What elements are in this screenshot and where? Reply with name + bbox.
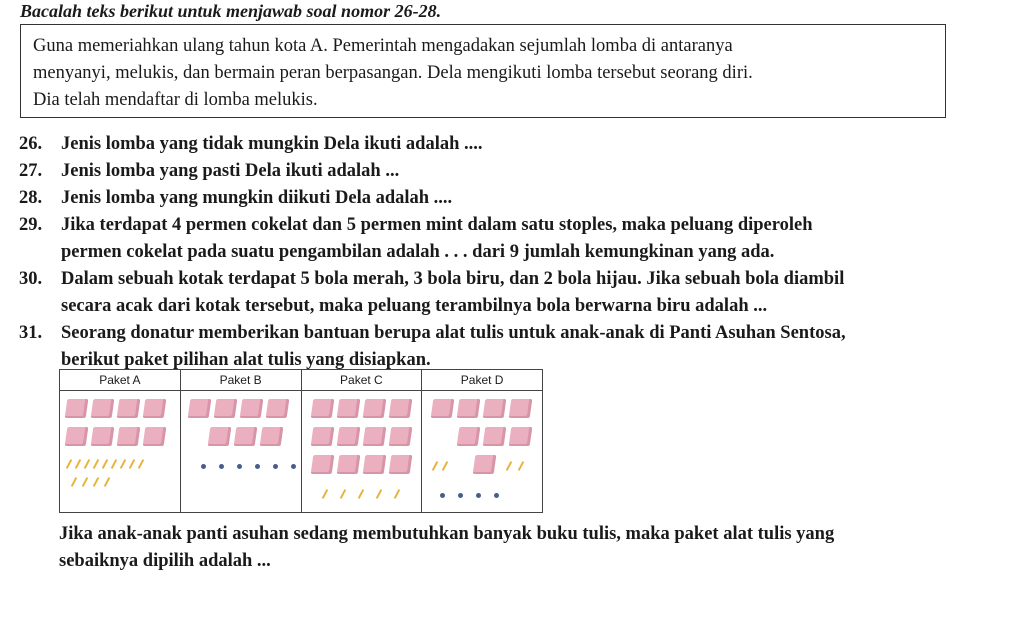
question-text-cont: secara acak dari kotak tersebut, maka peluang terambilnya bola berwarna biru adalah ... bbox=[61, 296, 768, 316]
pencil-icon bbox=[93, 477, 99, 487]
question-28 bbox=[19, 185, 452, 212]
paket-b-header: Paket B bbox=[180, 370, 301, 391]
notebook-icon bbox=[91, 427, 115, 446]
notebook-icon bbox=[213, 399, 237, 418]
notebook-icon bbox=[117, 427, 141, 446]
pencil-icon bbox=[506, 461, 512, 471]
notebook-icon bbox=[65, 427, 89, 446]
notebook-icon bbox=[143, 427, 167, 446]
notebook-icon bbox=[336, 399, 360, 418]
question-text: Seorang donatur memberikan bantuan berupa alat tulis untuk anak-anak di Panti Asuhan Sentosa, bbox=[61, 323, 846, 343]
question-30 bbox=[19, 266, 844, 320]
pencil-icon bbox=[104, 477, 110, 487]
followup-line: Jika anak-anak panti asuhan sedang membutuhkan banyak buku tulis, maka paket alat tulis yang bbox=[59, 524, 835, 544]
eraser-icon bbox=[458, 493, 463, 498]
notebook-icon bbox=[265, 399, 289, 418]
eraser-icon bbox=[440, 493, 445, 498]
pencil-icon bbox=[75, 459, 81, 469]
notebook-icon bbox=[509, 399, 533, 418]
paket-d-cell bbox=[422, 391, 543, 513]
question-26 bbox=[19, 131, 483, 158]
pencil-icon bbox=[66, 459, 72, 469]
notebook-icon bbox=[336, 455, 360, 474]
pencil-icon bbox=[375, 489, 381, 499]
eraser-icon bbox=[237, 464, 242, 469]
notebook-icon bbox=[143, 399, 167, 418]
notebook-icon bbox=[187, 399, 211, 418]
notebook-icon bbox=[431, 399, 455, 418]
eraser-icon bbox=[273, 464, 278, 469]
eraser-icon bbox=[494, 493, 499, 498]
pencil-icon bbox=[518, 461, 524, 471]
story-line: Dia telah mendaftar di lomba melukis. bbox=[33, 90, 318, 110]
eraser-icon bbox=[476, 493, 481, 498]
notebook-icon bbox=[483, 399, 507, 418]
pencil-icon bbox=[102, 459, 108, 469]
pencil-icon bbox=[393, 489, 399, 499]
pencil-icon bbox=[432, 461, 438, 471]
notebook-icon bbox=[233, 427, 257, 446]
notebook-icon bbox=[473, 455, 497, 474]
eraser-icon bbox=[255, 464, 260, 469]
pencil-icon bbox=[71, 477, 77, 487]
pencil-icon bbox=[120, 459, 126, 469]
eraser-icon bbox=[201, 464, 206, 469]
notebook-icon bbox=[117, 399, 141, 418]
question-number: 26. bbox=[19, 134, 43, 154]
notebook-icon bbox=[207, 427, 231, 446]
notebook-icon bbox=[362, 455, 386, 474]
question-number: 30. bbox=[19, 269, 43, 289]
notebook-icon bbox=[483, 427, 507, 446]
notebook-icon bbox=[457, 399, 481, 418]
pencil-icon bbox=[321, 489, 327, 499]
pencil-icon bbox=[111, 459, 117, 469]
paket-c-header: Paket C bbox=[301, 370, 422, 391]
pencil-icon bbox=[138, 459, 144, 469]
eraser-icon bbox=[219, 464, 224, 469]
notebook-icon bbox=[336, 427, 360, 446]
question-31-followup bbox=[59, 521, 834, 575]
notebook-icon bbox=[65, 399, 89, 418]
question-number: 27. bbox=[19, 161, 43, 181]
question-number: 29. bbox=[19, 215, 43, 235]
pencil-icon bbox=[357, 489, 363, 499]
story-box bbox=[20, 24, 946, 118]
pencil-icon bbox=[442, 461, 448, 471]
notebook-icon bbox=[310, 455, 334, 474]
question-text: Dalam sebuah kotak terdapat 5 bola merah, 3 bola biru, dan 2 bola hijau. Jika sebuah bola diambil bbox=[61, 269, 845, 289]
pencil-icon bbox=[339, 489, 345, 499]
eraser-icon bbox=[291, 464, 296, 469]
story-line: Guna memeriahkan ulang tahun kota A. Pemerintah mengadakan sejumlah lomba di antaranya bbox=[33, 36, 733, 56]
question-text: Jenis lomba yang mungkin diikuti Dela adalah .... bbox=[61, 188, 453, 208]
question-text: Jenis lomba yang pasti Dela ikuti adalah ... bbox=[61, 161, 400, 181]
notebook-icon bbox=[239, 399, 263, 418]
notebook-icon bbox=[362, 427, 386, 446]
question-text: Jenis lomba yang tidak mungkin Dela ikuti adalah .... bbox=[61, 134, 483, 154]
pencil-icon bbox=[129, 459, 135, 469]
paket-c-cell bbox=[301, 391, 422, 513]
paket-b-cell bbox=[180, 391, 301, 513]
instruction-text: Bacalah teks berikut untuk menjawab soal nomor 26-28. bbox=[20, 1, 442, 21]
notebook-icon bbox=[310, 399, 334, 418]
question-29 bbox=[19, 212, 813, 266]
notebook-icon bbox=[362, 399, 386, 418]
paket-a-cell bbox=[60, 391, 181, 513]
notebook-icon bbox=[91, 399, 115, 418]
notebook-icon bbox=[388, 427, 412, 446]
paket-d-header: Paket D bbox=[422, 370, 543, 391]
question-text-cont: berikut paket pilihan alat tulis yang disiapkan. bbox=[61, 350, 431, 370]
pencil-icon bbox=[82, 477, 88, 487]
paket-table bbox=[59, 369, 543, 513]
question-number: 28. bbox=[19, 188, 43, 208]
followup-line: sebaiknya dipilih adalah ... bbox=[59, 551, 271, 571]
notebook-icon bbox=[509, 427, 533, 446]
notebook-icon bbox=[388, 399, 412, 418]
question-number: 31. bbox=[19, 323, 43, 343]
notebook-icon bbox=[388, 455, 412, 474]
pencil-icon bbox=[84, 459, 90, 469]
pencil-icon bbox=[93, 459, 99, 469]
question-text: Jika terdapat 4 permen cokelat dan 5 permen mint dalam satu stoples, maka peluang diperoleh bbox=[61, 215, 813, 235]
story-line: menyanyi, melukis, dan bermain peran berpasangan. Dela mengikuti lomba tersebut seorang diri. bbox=[33, 63, 753, 83]
question-text-cont: permen cokelat pada suatu pengambilan adalah . . . dari 9 jumlah kemungkinan yang ada. bbox=[61, 242, 775, 262]
notebook-icon bbox=[457, 427, 481, 446]
notebook-icon bbox=[259, 427, 283, 446]
notebook-icon bbox=[310, 427, 334, 446]
question-27 bbox=[19, 158, 399, 185]
paket-a-header: Paket A bbox=[60, 370, 181, 391]
question-31 bbox=[19, 320, 846, 374]
